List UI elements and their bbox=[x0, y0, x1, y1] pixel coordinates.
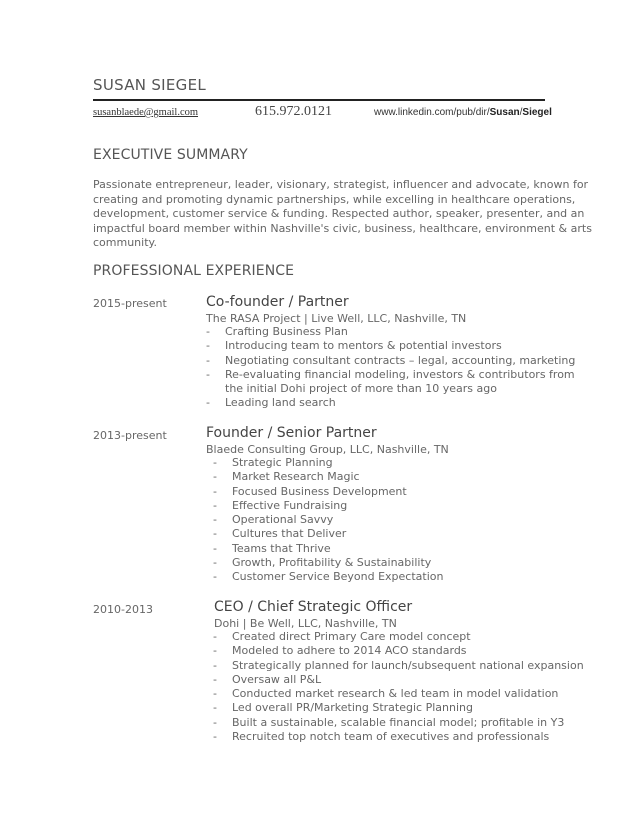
list-item bbox=[213, 644, 584, 658]
bullet-dash: - bbox=[213, 541, 217, 555]
list-item bbox=[213, 556, 443, 570]
bullet-dash: - bbox=[213, 672, 217, 686]
list-item bbox=[206, 354, 575, 368]
bullet-dash: - bbox=[213, 513, 217, 527]
list-item bbox=[206, 368, 575, 397]
bullet-dash: - bbox=[206, 353, 210, 367]
list-item bbox=[213, 456, 443, 470]
list-item bbox=[206, 396, 575, 410]
bullet-dash: - bbox=[213, 715, 217, 729]
linkedin-first: Susan bbox=[489, 107, 520, 118]
bullet-dash: - bbox=[213, 556, 217, 570]
job-title: Founder / Senior Partner bbox=[206, 425, 377, 441]
bullet-text: Strategically planned for launch/subsequent national expansion bbox=[232, 658, 584, 672]
bullet-text: Led overall PR/Marketing Strategic Planning bbox=[232, 701, 473, 715]
list-item bbox=[213, 485, 443, 499]
bullet-dash: - bbox=[206, 367, 210, 381]
email-link[interactable]: susanblaede@gmail.com bbox=[93, 107, 199, 118]
list-item bbox=[213, 499, 443, 513]
bullet-text: Crafting Business Plan bbox=[225, 325, 348, 338]
experience-heading: PROFESSIONAL EXPERIENCE bbox=[93, 263, 295, 279]
bullet-dash: - bbox=[213, 484, 217, 498]
phone-number: 615.972.0121 bbox=[255, 104, 332, 119]
bullet-dash: - bbox=[213, 570, 217, 584]
list-item bbox=[213, 470, 443, 484]
job-title: Co-founder / Partner bbox=[206, 294, 349, 310]
bullet-text: Leading land search bbox=[225, 396, 336, 410]
bullet-dash: - bbox=[213, 730, 217, 744]
bullet-dash: - bbox=[206, 325, 210, 338]
bullet-dash: - bbox=[213, 630, 217, 643]
list-item bbox=[213, 630, 584, 644]
bullet-text: Effective Fundraising bbox=[232, 498, 348, 512]
bullet-text: Growth, Profitability & Sustainability bbox=[232, 556, 432, 570]
bullet-dash: - bbox=[213, 658, 217, 672]
bullet-text: Operational Savvy bbox=[232, 513, 334, 527]
bullet-text: Cultures that Deliver bbox=[232, 527, 347, 541]
bullet-dash: - bbox=[213, 701, 217, 715]
bullet-dash: - bbox=[206, 339, 210, 353]
bullet-text: Introducing team to mentors & potential investors bbox=[225, 339, 502, 353]
bullet-text: Created direct Primary Care model concept bbox=[232, 630, 471, 643]
bullet-text: Focused Business Development bbox=[232, 484, 407, 498]
list-item bbox=[206, 339, 575, 353]
bullet-dash: - bbox=[213, 470, 217, 484]
summary-heading: EXECUTIVE SUMMARY bbox=[93, 147, 248, 163]
job-dates: 2010-2013 bbox=[93, 603, 153, 616]
job-dates: 2013-present bbox=[93, 429, 167, 442]
bullet-text: Re-evaluating financial modeling, investors & contributors from bbox=[225, 367, 575, 381]
bullet-text: Negotiating consultant contracts – legal, accounting, marketing bbox=[225, 353, 576, 367]
header-rule bbox=[93, 99, 545, 101]
job-company: Dohi | Be Well, LLC, Nashville, TN bbox=[214, 617, 397, 630]
bullet-text: Oversaw all P&L bbox=[232, 672, 322, 686]
bullet-text: Conducted market research & led team in model validation bbox=[232, 687, 559, 701]
bullet-text: Teams that Thrive bbox=[232, 541, 331, 555]
list-item bbox=[213, 730, 584, 744]
job-bullets bbox=[206, 325, 575, 411]
list-item bbox=[213, 687, 584, 701]
job-bullets bbox=[213, 630, 584, 744]
bullet-dash: - bbox=[213, 644, 217, 658]
job-company: Blaede Consulting Group, LLC, Nashville, TN bbox=[206, 443, 449, 456]
summary-text bbox=[93, 178, 592, 251]
list-item bbox=[213, 716, 584, 730]
bullet-text: Market Research Magic bbox=[232, 470, 360, 484]
resume-name: SUSAN SIEGEL bbox=[93, 76, 207, 94]
list-item bbox=[213, 542, 443, 556]
bullet-text: Recruited top notch team of executives and professionals bbox=[232, 730, 550, 744]
bullet-dash: - bbox=[213, 456, 217, 469]
job-company: The RASA Project | Live Well, LLC, Nashville, TN bbox=[206, 312, 467, 325]
list-item bbox=[213, 701, 584, 715]
bullet-dash: - bbox=[213, 498, 217, 512]
list-item bbox=[213, 513, 443, 527]
bullet-text: Modeled to adhere to 2014 ACO standards bbox=[232, 644, 467, 658]
bullet-text: Customer Service Beyond Expectation bbox=[232, 570, 444, 584]
job-dates: 2015-present bbox=[93, 297, 167, 310]
bullet-text-continued: the initial Dohi project of more than 10 years ago bbox=[225, 382, 497, 396]
bullet-text: Built a sustainable, scalable financial model; profitable in Y3 bbox=[232, 715, 565, 729]
summary-line: community. bbox=[93, 236, 157, 250]
summary-line: development, customer service & funding. Respected author, speaker, presenter, and an bbox=[93, 207, 585, 221]
bullet-dash: - bbox=[213, 687, 217, 701]
list-item bbox=[213, 673, 584, 687]
bullet-text: Strategic Planning bbox=[232, 456, 333, 469]
bullet-dash: - bbox=[206, 396, 210, 410]
list-item bbox=[213, 527, 443, 541]
linkedin-last: Siegel bbox=[522, 107, 552, 118]
summary-line: Passionate entrepreneur, leader, visionary, strategist, influencer and advocate, known for bbox=[93, 178, 589, 191]
list-item bbox=[206, 325, 575, 339]
summary-line: impactful board member within Nashville's civic, business, healthcare, environment & arts bbox=[93, 221, 592, 235]
list-item bbox=[213, 570, 443, 584]
linkedin-prefix: www.linkedin.com/pub/dir/ bbox=[374, 107, 490, 118]
bullet-dash: - bbox=[213, 527, 217, 541]
linkedin-link[interactable] bbox=[374, 107, 552, 118]
job-bullets bbox=[213, 456, 443, 585]
summary-line: creating and promoting dynamic partnerships, while excelling in healthcare operations, bbox=[93, 192, 576, 206]
linkedin-sep: / bbox=[519, 107, 523, 118]
list-item bbox=[213, 659, 584, 673]
job-title: CEO / Chief Strategic Officer bbox=[214, 599, 413, 615]
